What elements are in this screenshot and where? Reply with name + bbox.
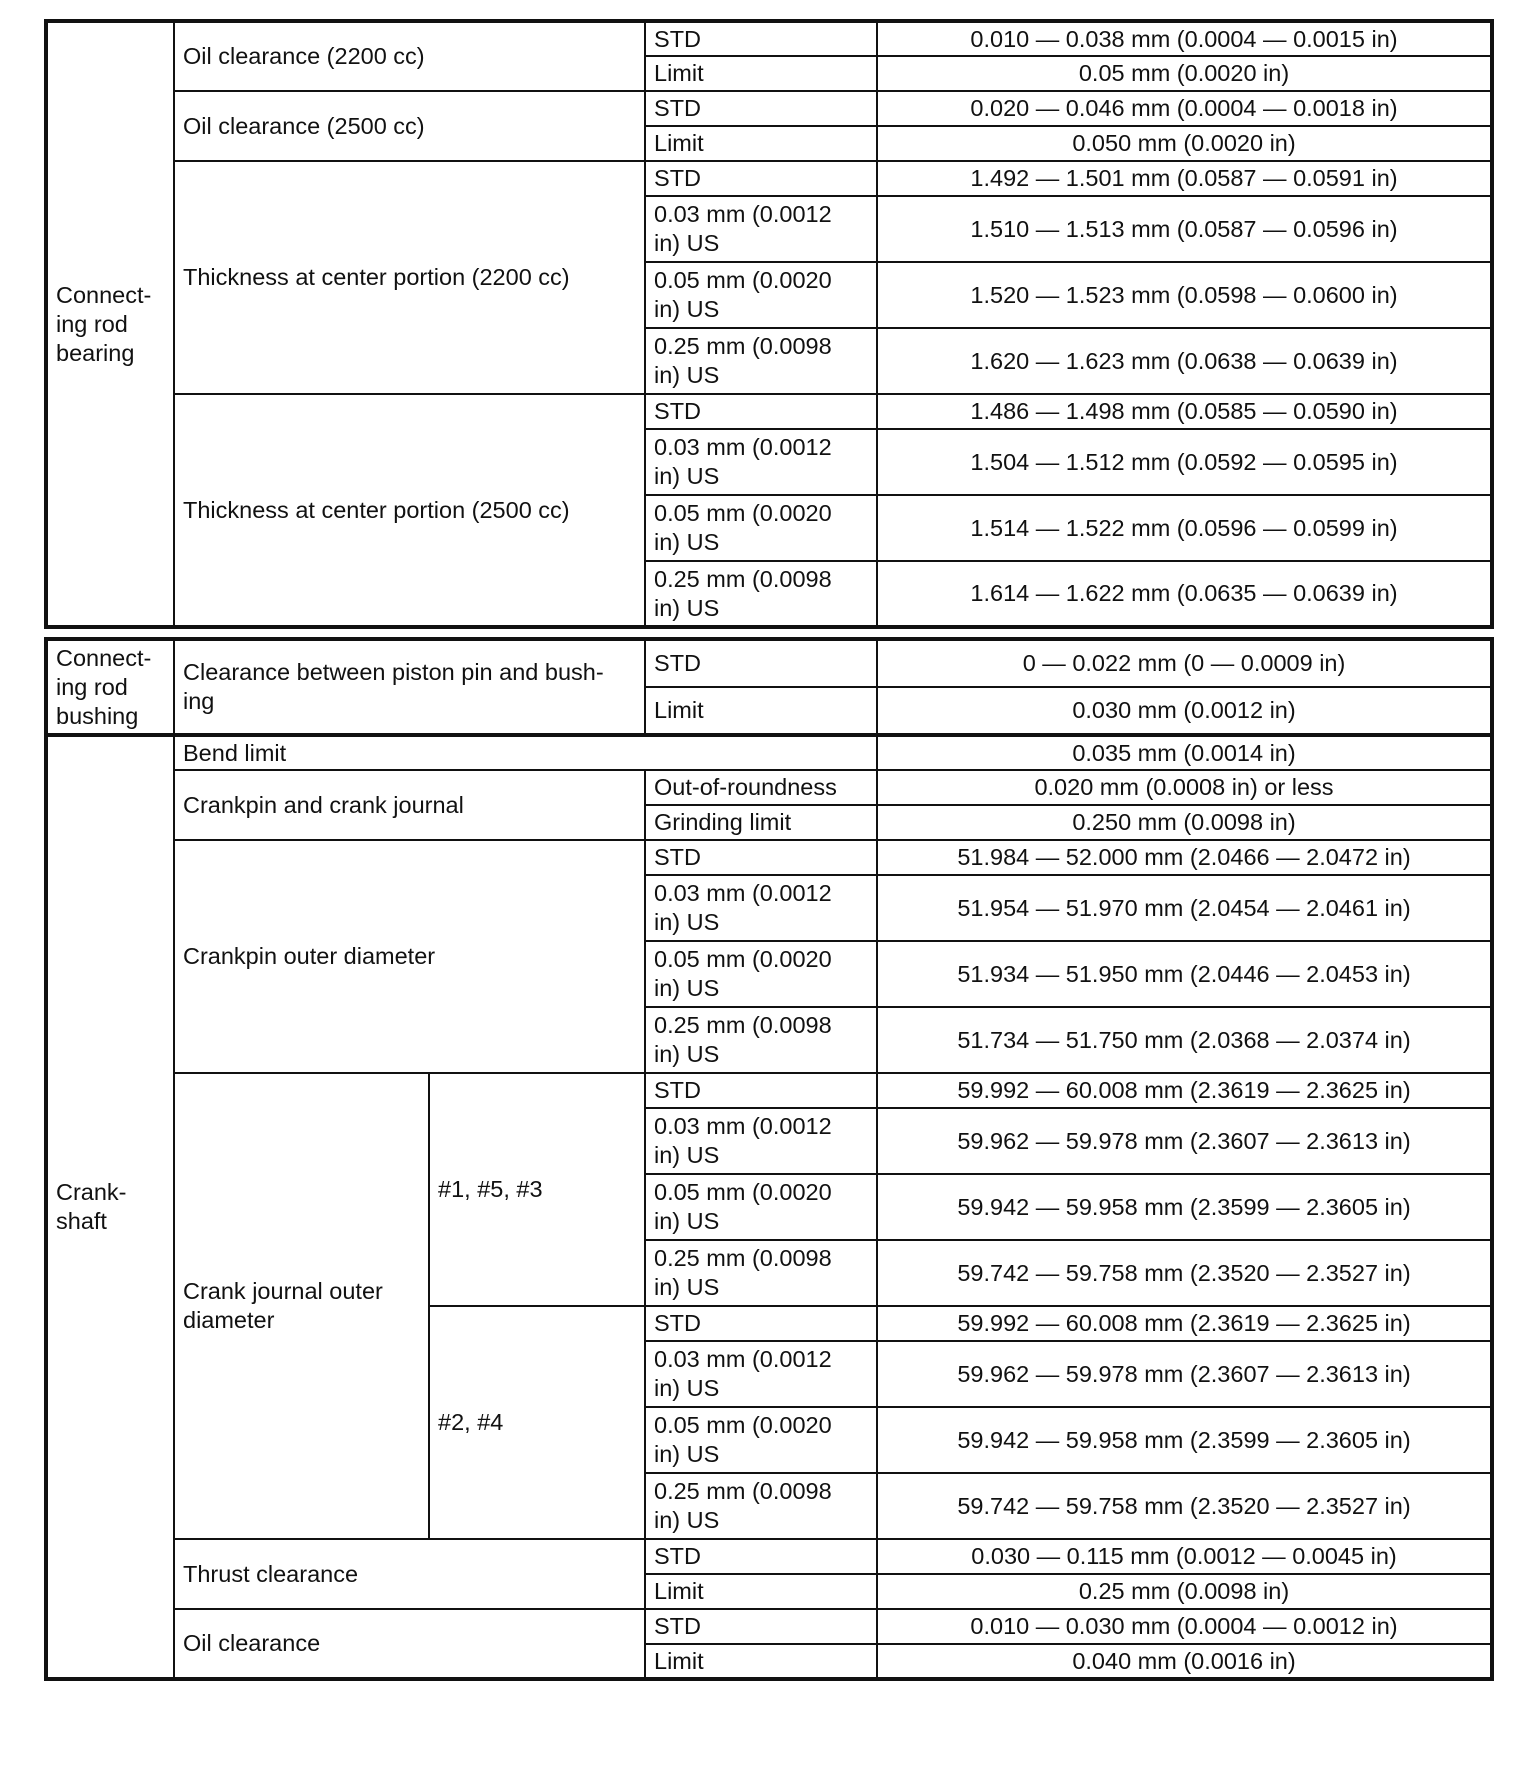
table-row	[46, 394, 1492, 429]
table-row	[46, 770, 1492, 805]
spec-value: 59.942 — 59.958 mm (2.3599 — 2.3605 in)	[877, 1407, 1492, 1473]
size-label: STD	[645, 394, 877, 429]
item-label: Oil clearance (2200 cc)	[174, 21, 645, 91]
size-label: Grinding limit	[645, 805, 877, 840]
size-label: 0.05 mm (0.0020 in) US	[645, 262, 877, 328]
spec-value: 0.05 mm (0.0020 in)	[877, 56, 1492, 91]
size-label: STD	[645, 91, 877, 126]
size-label: STD	[645, 1609, 877, 1644]
size-label: 0.03 mm (0.0012 in) US	[645, 875, 877, 941]
item-label: Crank journal outer diameter	[174, 1073, 429, 1539]
size-label: 0.05 mm (0.0020 in) US	[645, 495, 877, 561]
size-label: 0.05 mm (0.0020 in) US	[645, 1407, 877, 1473]
table-row	[46, 735, 1492, 770]
journal-group-label: #2, #4	[429, 1306, 645, 1539]
size-label: STD	[645, 1073, 877, 1108]
item-label: Oil clearance	[174, 1609, 645, 1679]
spec-value: 59.962 — 59.978 mm (2.3607 — 2.3613 in)	[877, 1341, 1492, 1407]
spec-value: 0.030 — 0.115 mm (0.0012 — 0.0045 in)	[877, 1539, 1492, 1574]
table-row	[46, 1073, 1492, 1108]
group-label: Connect- ing rod bushing	[46, 639, 174, 735]
spec-value: 1.614 — 1.622 mm (0.0635 — 0.0639 in)	[877, 561, 1492, 627]
size-label: STD	[645, 1306, 877, 1341]
bushing-spec-table	[44, 637, 1494, 737]
table-row	[46, 91, 1492, 126]
size-label: STD	[645, 639, 877, 687]
spec-value: 0.010 — 0.030 mm (0.0004 — 0.0012 in)	[877, 1609, 1492, 1644]
size-label: STD	[645, 161, 877, 196]
size-label: 0.03 mm (0.0012 in) US	[645, 1108, 877, 1174]
spec-value: 1.504 — 1.512 mm (0.0592 — 0.0595 in)	[877, 429, 1492, 495]
spec-value: 0.020 — 0.046 mm (0.0004 — 0.0018 in)	[877, 91, 1492, 126]
spec-value: 1.492 — 1.501 mm (0.0587 — 0.0591 in)	[877, 161, 1492, 196]
item-label: Crankpin and crank journal	[174, 770, 645, 840]
spec-value: 59.742 — 59.758 mm (2.3520 — 2.3527 in)	[877, 1240, 1492, 1306]
size-label: Limit	[645, 56, 877, 91]
spec-value: 0 — 0.022 mm (0 — 0.0009 in)	[877, 639, 1492, 687]
item-label: Oil clearance (2500 cc)	[174, 91, 645, 161]
spec-value: 59.962 — 59.978 mm (2.3607 — 2.3613 in)	[877, 1108, 1492, 1174]
table-row	[46, 840, 1492, 875]
size-label: 0.03 mm (0.0012 in) US	[645, 196, 877, 262]
size-label: Limit	[645, 1644, 877, 1679]
spec-value: 0.020 mm (0.0008 in) or less	[877, 770, 1492, 805]
item-label: Thrust clearance	[174, 1539, 645, 1609]
item-label: Crankpin outer diameter	[174, 840, 645, 1073]
table-row	[46, 21, 1492, 56]
spec-value: 51.934 — 51.950 mm (2.0446 — 2.0453 in)	[877, 941, 1492, 1007]
item-label: Thickness at center portion (2500 cc)	[174, 394, 645, 627]
size-label: 0.25 mm (0.0098 in) US	[645, 561, 877, 627]
spec-value: 59.742 — 59.758 mm (2.3520 — 2.3527 in)	[877, 1473, 1492, 1539]
spec-value: 59.992 — 60.008 mm (2.3619 — 2.3625 in)	[877, 1306, 1492, 1341]
size-label: 0.25 mm (0.0098 in) US	[645, 1473, 877, 1539]
table-row	[46, 1609, 1492, 1644]
size-label: Limit	[645, 687, 877, 735]
spec-value: 0.040 mm (0.0016 in)	[877, 1644, 1492, 1679]
table-row	[46, 161, 1492, 196]
size-label: 0.25 mm (0.0098 in) US	[645, 1240, 877, 1306]
size-label: 0.03 mm (0.0012 in) US	[645, 1341, 877, 1407]
group-label: Crank- shaft	[46, 735, 174, 1679]
spec-value: 0.25 mm (0.0098 in)	[877, 1574, 1492, 1609]
size-label: STD	[645, 1539, 877, 1574]
size-label: 0.05 mm (0.0020 in) US	[645, 941, 877, 1007]
size-label: 0.25 mm (0.0098 in) US	[645, 1007, 877, 1073]
crankshaft-spec-table	[44, 733, 1494, 1681]
spec-value: 51.954 — 51.970 mm (2.0454 — 2.0461 in)	[877, 875, 1492, 941]
spec-value: 0.010 — 0.038 mm (0.0004 — 0.0015 in)	[877, 21, 1492, 56]
spec-value: 0.030 mm (0.0012 in)	[877, 687, 1492, 735]
size-label: STD	[645, 840, 877, 875]
table-row	[46, 639, 1492, 687]
item-label: Thickness at center portion (2200 cc)	[174, 161, 645, 394]
spec-value: 59.992 — 60.008 mm (2.3619 — 2.3625 in)	[877, 1073, 1492, 1108]
item-label: Clearance between piston pin and bush- ing	[174, 639, 645, 735]
spec-value: 1.486 — 1.498 mm (0.0585 — 0.0590 in)	[877, 394, 1492, 429]
size-label: 0.05 mm (0.0020 in) US	[645, 1174, 877, 1240]
spec-value: 1.510 — 1.513 mm (0.0587 — 0.0596 in)	[877, 196, 1492, 262]
size-label: Limit	[645, 1574, 877, 1609]
spec-value: 51.734 — 51.750 mm (2.0368 — 2.0374 in)	[877, 1007, 1492, 1073]
size-label: STD	[645, 21, 877, 56]
table-row	[46, 1539, 1492, 1574]
size-label: 0.03 mm (0.0012 in) US	[645, 429, 877, 495]
spec-value: 1.514 — 1.522 mm (0.0596 — 0.0599 in)	[877, 495, 1492, 561]
spec-value: 51.984 — 52.000 mm (2.0466 — 2.0472 in)	[877, 840, 1492, 875]
size-label: Out-of-roundness	[645, 770, 877, 805]
size-label: 0.25 mm (0.0098 in) US	[645, 328, 877, 394]
spec-value: 0.035 mm (0.0014 in)	[877, 735, 1492, 770]
journal-group-label: #1, #5, #3	[429, 1073, 645, 1306]
size-label: Limit	[645, 126, 877, 161]
service-spec-table	[44, 19, 1494, 629]
spec-value: 1.620 — 1.623 mm (0.0638 — 0.0639 in)	[877, 328, 1492, 394]
spec-value: 0.050 mm (0.0020 in)	[877, 126, 1492, 161]
item-label: Bend limit	[174, 735, 877, 770]
spec-value: 1.520 — 1.523 mm (0.0598 — 0.0600 in)	[877, 262, 1492, 328]
spec-value: 59.942 — 59.958 mm (2.3599 — 2.3605 in)	[877, 1174, 1492, 1240]
spec-value: 0.250 mm (0.0098 in)	[877, 805, 1492, 840]
group-label: Connect- ing rod bearing	[46, 21, 174, 627]
